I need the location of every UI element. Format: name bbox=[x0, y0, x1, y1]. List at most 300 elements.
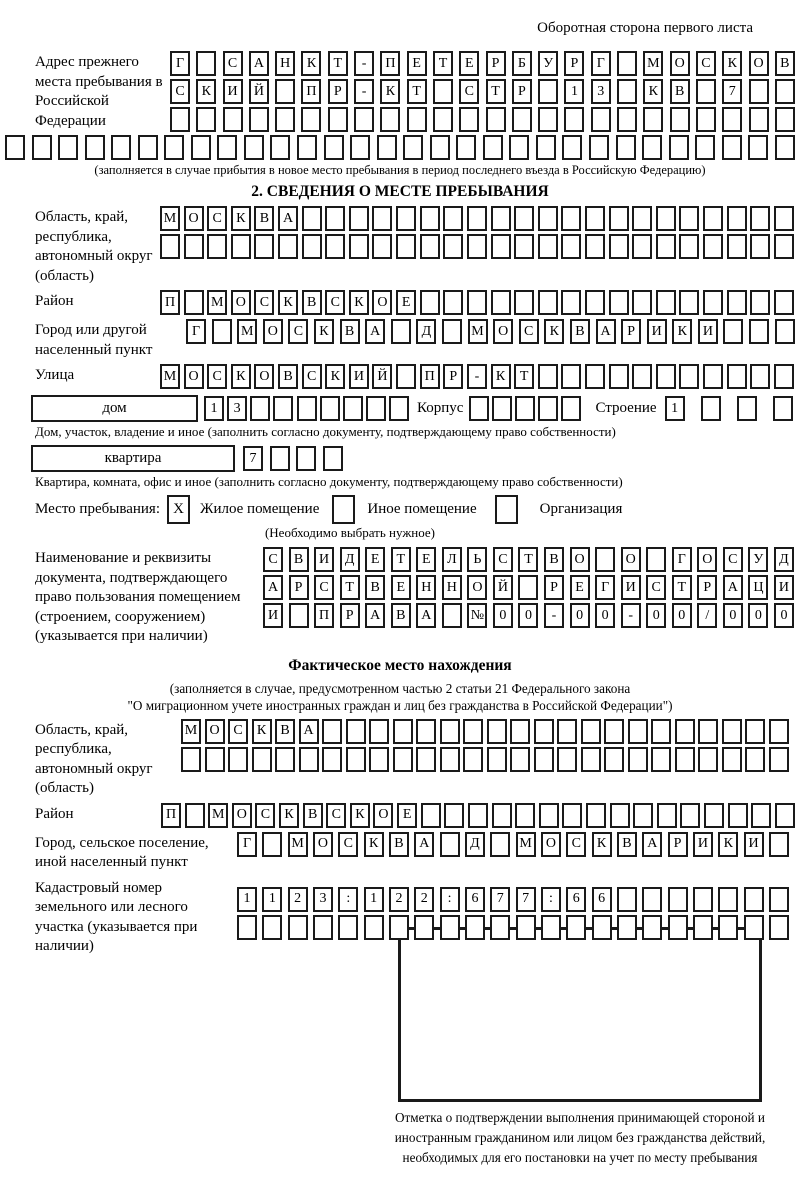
char-cell[interactable] bbox=[604, 747, 624, 772]
char-cell[interactable] bbox=[440, 832, 460, 857]
char-cell[interactable] bbox=[440, 915, 460, 940]
char-cell[interactable] bbox=[701, 396, 721, 421]
char-cell[interactable] bbox=[380, 107, 400, 132]
char-cell[interactable] bbox=[275, 747, 295, 772]
char-cell[interactable] bbox=[491, 234, 511, 259]
char-cell[interactable]: А bbox=[414, 832, 434, 857]
char-cell[interactable] bbox=[769, 832, 789, 857]
region-row-1[interactable] bbox=[160, 206, 794, 231]
char-cell[interactable]: К bbox=[380, 79, 400, 104]
char-cell[interactable] bbox=[538, 364, 558, 389]
char-cell[interactable] bbox=[249, 107, 269, 132]
char-cell[interactable]: К bbox=[231, 364, 251, 389]
char-cell[interactable]: 0 bbox=[748, 603, 768, 628]
char-cell[interactable]: К bbox=[350, 803, 370, 828]
char-cell[interactable]: - bbox=[621, 603, 641, 628]
char-cell[interactable] bbox=[324, 135, 344, 160]
char-cell[interactable]: Т bbox=[340, 575, 360, 600]
char-cell[interactable]: К bbox=[196, 79, 216, 104]
prev-address-row-2[interactable] bbox=[170, 79, 795, 104]
char-cell[interactable] bbox=[704, 803, 724, 828]
char-cell[interactable]: К bbox=[672, 319, 692, 344]
char-cell[interactable]: К bbox=[231, 206, 251, 231]
char-cell[interactable]: 7 bbox=[243, 446, 263, 471]
char-cell[interactable] bbox=[346, 747, 366, 772]
char-cell[interactable] bbox=[459, 107, 479, 132]
char-cell[interactable] bbox=[749, 319, 769, 344]
char-cell[interactable]: Й bbox=[372, 364, 392, 389]
char-cell[interactable] bbox=[323, 446, 343, 471]
char-cell[interactable] bbox=[350, 135, 370, 160]
char-cell[interactable]: М bbox=[160, 364, 180, 389]
char-cell[interactable] bbox=[463, 747, 483, 772]
char-cell[interactable] bbox=[389, 915, 409, 940]
char-cell[interactable] bbox=[693, 915, 713, 940]
char-cell[interactable] bbox=[703, 206, 723, 231]
char-cell[interactable] bbox=[744, 915, 764, 940]
char-cell[interactable]: Е bbox=[397, 803, 417, 828]
char-cell[interactable] bbox=[487, 747, 507, 772]
char-cell[interactable]: К bbox=[252, 719, 272, 744]
char-cell[interactable] bbox=[675, 719, 695, 744]
char-cell[interactable]: И bbox=[263, 603, 283, 628]
char-cell[interactable]: И bbox=[314, 547, 334, 572]
char-cell[interactable] bbox=[391, 319, 411, 344]
char-cell[interactable]: В bbox=[391, 603, 411, 628]
char-cell[interactable]: П bbox=[301, 79, 321, 104]
char-cell[interactable] bbox=[595, 547, 615, 572]
char-cell[interactable] bbox=[369, 719, 389, 744]
char-cell[interactable] bbox=[393, 747, 413, 772]
char-cell[interactable]: К bbox=[301, 51, 321, 76]
apartment-number-grid[interactable] bbox=[243, 446, 343, 471]
char-cell[interactable] bbox=[722, 719, 742, 744]
char-cell[interactable] bbox=[349, 206, 369, 231]
char-cell[interactable]: Р bbox=[564, 51, 584, 76]
char-cell[interactable]: А bbox=[299, 719, 319, 744]
char-cell[interactable]: К bbox=[643, 79, 663, 104]
char-cell[interactable] bbox=[538, 290, 558, 315]
char-cell[interactable] bbox=[617, 51, 637, 76]
char-cell[interactable] bbox=[111, 135, 131, 160]
char-cell[interactable] bbox=[750, 290, 770, 315]
char-cell[interactable]: О bbox=[467, 575, 487, 600]
document-row-2[interactable] bbox=[263, 575, 794, 600]
char-cell[interactable] bbox=[421, 803, 441, 828]
char-cell[interactable] bbox=[515, 803, 535, 828]
char-cell[interactable]: В bbox=[670, 79, 690, 104]
char-cell[interactable] bbox=[679, 290, 699, 315]
char-cell[interactable] bbox=[617, 887, 637, 912]
char-cell[interactable] bbox=[486, 107, 506, 132]
char-cell[interactable]: И bbox=[223, 79, 243, 104]
char-cell[interactable]: : bbox=[338, 887, 358, 912]
char-cell[interactable] bbox=[557, 719, 577, 744]
char-cell[interactable]: Г bbox=[595, 575, 615, 600]
char-cell[interactable]: - bbox=[354, 51, 374, 76]
char-cell[interactable] bbox=[774, 206, 794, 231]
char-cell[interactable]: Т bbox=[328, 51, 348, 76]
char-cell[interactable]: Е bbox=[416, 547, 436, 572]
char-cell[interactable]: С bbox=[326, 803, 346, 828]
char-cell[interactable] bbox=[632, 234, 652, 259]
stay-type-checkbox-other-premises[interactable] bbox=[332, 495, 355, 524]
char-cell[interactable]: 2 bbox=[288, 887, 308, 912]
char-cell[interactable]: П bbox=[420, 364, 440, 389]
char-cell[interactable] bbox=[509, 135, 529, 160]
char-cell[interactable] bbox=[325, 234, 345, 259]
char-cell[interactable] bbox=[366, 396, 386, 421]
char-cell[interactable]: Е bbox=[570, 575, 590, 600]
char-cell[interactable]: М bbox=[237, 319, 257, 344]
korpus-grid[interactable] bbox=[469, 396, 581, 421]
char-cell[interactable]: А bbox=[723, 575, 743, 600]
char-cell[interactable]: 1 bbox=[204, 396, 224, 421]
char-cell[interactable] bbox=[680, 803, 700, 828]
char-cell[interactable]: Р bbox=[512, 79, 532, 104]
char-cell[interactable] bbox=[468, 803, 488, 828]
char-cell[interactable] bbox=[85, 135, 105, 160]
char-cell[interactable]: 0 bbox=[723, 603, 743, 628]
char-cell[interactable]: Г bbox=[591, 51, 611, 76]
char-cell[interactable] bbox=[297, 396, 317, 421]
char-cell[interactable] bbox=[538, 206, 558, 231]
char-cell[interactable] bbox=[561, 234, 581, 259]
char-cell[interactable]: О bbox=[749, 51, 769, 76]
char-cell[interactable] bbox=[5, 135, 25, 160]
char-cell[interactable]: : bbox=[541, 887, 561, 912]
char-cell[interactable] bbox=[727, 234, 747, 259]
char-cell[interactable]: 0 bbox=[518, 603, 538, 628]
char-cell[interactable] bbox=[722, 107, 742, 132]
char-cell[interactable] bbox=[254, 234, 274, 259]
char-cell[interactable] bbox=[642, 887, 662, 912]
prev-address-row-1[interactable] bbox=[170, 51, 795, 76]
char-cell[interactable] bbox=[416, 747, 436, 772]
char-cell[interactable] bbox=[774, 364, 794, 389]
char-cell[interactable] bbox=[696, 79, 716, 104]
char-cell[interactable]: Б bbox=[512, 51, 532, 76]
char-cell[interactable]: 1 bbox=[237, 887, 257, 912]
char-cell[interactable]: Е bbox=[396, 290, 416, 315]
char-cell[interactable] bbox=[566, 915, 586, 940]
char-cell[interactable]: Ц bbox=[748, 575, 768, 600]
char-cell[interactable] bbox=[196, 107, 216, 132]
char-cell[interactable]: Е bbox=[407, 51, 427, 76]
char-cell[interactable]: Д bbox=[416, 319, 436, 344]
char-cell[interactable]: Д bbox=[340, 547, 360, 572]
char-cell[interactable]: О bbox=[570, 547, 590, 572]
char-cell[interactable]: О bbox=[263, 319, 283, 344]
char-cell[interactable]: Й bbox=[493, 575, 513, 600]
char-cell[interactable] bbox=[416, 719, 436, 744]
char-cell[interactable]: 1 bbox=[564, 79, 584, 104]
char-cell[interactable] bbox=[581, 747, 601, 772]
char-cell[interactable] bbox=[585, 234, 605, 259]
char-cell[interactable]: 2 bbox=[414, 887, 434, 912]
char-cell[interactable] bbox=[514, 234, 534, 259]
char-cell[interactable]: О bbox=[493, 319, 513, 344]
char-cell[interactable] bbox=[609, 364, 629, 389]
char-cell[interactable] bbox=[585, 206, 605, 231]
stay-type-checkbox-residential[interactable]: X bbox=[167, 495, 190, 524]
char-cell[interactable] bbox=[534, 719, 554, 744]
street-row[interactable] bbox=[160, 364, 794, 389]
prev-address-row-3[interactable] bbox=[170, 107, 795, 132]
char-cell[interactable] bbox=[642, 135, 662, 160]
char-cell[interactable]: Р bbox=[621, 319, 641, 344]
stay-type-checkbox-organization[interactable] bbox=[495, 495, 518, 524]
char-cell[interactable]: О bbox=[184, 364, 204, 389]
char-cell[interactable]: 0 bbox=[570, 603, 590, 628]
char-cell[interactable] bbox=[301, 107, 321, 132]
char-cell[interactable] bbox=[491, 206, 511, 231]
char-cell[interactable] bbox=[668, 887, 688, 912]
char-cell[interactable] bbox=[469, 396, 489, 421]
actual-settlement-row[interactable] bbox=[237, 832, 789, 857]
char-cell[interactable] bbox=[442, 319, 462, 344]
char-cell[interactable] bbox=[651, 719, 671, 744]
char-cell[interactable]: К bbox=[349, 290, 369, 315]
char-cell[interactable] bbox=[751, 803, 771, 828]
char-cell[interactable]: 1 bbox=[665, 396, 685, 421]
char-cell[interactable] bbox=[769, 747, 789, 772]
char-cell[interactable]: 6 bbox=[592, 887, 612, 912]
char-cell[interactable] bbox=[632, 206, 652, 231]
char-cell[interactable]: Г bbox=[170, 51, 190, 76]
char-cell[interactable]: С bbox=[255, 803, 275, 828]
char-cell[interactable] bbox=[275, 107, 295, 132]
char-cell[interactable] bbox=[443, 206, 463, 231]
char-cell[interactable]: С bbox=[493, 547, 513, 572]
char-cell[interactable] bbox=[440, 719, 460, 744]
char-cell[interactable]: М bbox=[208, 803, 228, 828]
char-cell[interactable]: К bbox=[278, 290, 298, 315]
char-cell[interactable] bbox=[273, 396, 293, 421]
char-cell[interactable]: О bbox=[621, 547, 641, 572]
char-cell[interactable] bbox=[657, 803, 677, 828]
char-cell[interactable] bbox=[252, 747, 272, 772]
char-cell[interactable] bbox=[369, 747, 389, 772]
char-cell[interactable]: И bbox=[693, 832, 713, 857]
char-cell[interactable]: С bbox=[696, 51, 716, 76]
char-cell[interactable] bbox=[185, 803, 205, 828]
char-cell[interactable]: : bbox=[440, 887, 460, 912]
char-cell[interactable] bbox=[492, 803, 512, 828]
char-cell[interactable] bbox=[679, 234, 699, 259]
char-cell[interactable]: Р bbox=[668, 832, 688, 857]
char-cell[interactable] bbox=[610, 803, 630, 828]
char-cell[interactable]: 7 bbox=[516, 887, 536, 912]
char-cell[interactable] bbox=[430, 135, 450, 160]
char-cell[interactable] bbox=[212, 319, 232, 344]
char-cell[interactable]: К bbox=[364, 832, 384, 857]
char-cell[interactable] bbox=[750, 206, 770, 231]
char-cell[interactable]: С bbox=[207, 364, 227, 389]
char-cell[interactable]: У bbox=[748, 547, 768, 572]
char-cell[interactable]: Т bbox=[672, 575, 692, 600]
char-cell[interactable] bbox=[463, 719, 483, 744]
char-cell[interactable] bbox=[320, 396, 340, 421]
char-cell[interactable]: О bbox=[254, 364, 274, 389]
char-cell[interactable] bbox=[536, 135, 556, 160]
char-cell[interactable] bbox=[775, 107, 795, 132]
char-cell[interactable] bbox=[744, 887, 764, 912]
char-cell[interactable] bbox=[585, 290, 605, 315]
char-cell[interactable] bbox=[589, 135, 609, 160]
cadastral-row-2[interactable] bbox=[237, 915, 789, 940]
char-cell[interactable]: 7 bbox=[722, 79, 742, 104]
char-cell[interactable] bbox=[231, 234, 251, 259]
char-cell[interactable] bbox=[184, 290, 204, 315]
char-cell[interactable]: А bbox=[263, 575, 283, 600]
char-cell[interactable]: И bbox=[774, 575, 794, 600]
char-cell[interactable]: М bbox=[181, 719, 201, 744]
char-cell[interactable]: И bbox=[698, 319, 718, 344]
char-cell[interactable] bbox=[675, 747, 695, 772]
char-cell[interactable] bbox=[377, 135, 397, 160]
char-cell[interactable]: О bbox=[373, 803, 393, 828]
char-cell[interactable]: В bbox=[544, 547, 564, 572]
char-cell[interactable] bbox=[364, 915, 384, 940]
char-cell[interactable]: 0 bbox=[493, 603, 513, 628]
char-cell[interactable]: К bbox=[314, 319, 334, 344]
char-cell[interactable] bbox=[679, 206, 699, 231]
char-cell[interactable] bbox=[270, 446, 290, 471]
char-cell[interactable] bbox=[58, 135, 78, 160]
char-cell[interactable] bbox=[396, 364, 416, 389]
char-cell[interactable] bbox=[396, 206, 416, 231]
char-cell[interactable] bbox=[514, 290, 534, 315]
char-cell[interactable]: В bbox=[302, 290, 322, 315]
char-cell[interactable]: К bbox=[592, 832, 612, 857]
char-cell[interactable]: С bbox=[254, 290, 274, 315]
char-cell[interactable] bbox=[718, 915, 738, 940]
char-cell[interactable] bbox=[703, 234, 723, 259]
char-cell[interactable] bbox=[196, 51, 216, 76]
char-cell[interactable] bbox=[773, 396, 793, 421]
char-cell[interactable]: К bbox=[491, 364, 511, 389]
city-row[interactable] bbox=[186, 319, 795, 344]
char-cell[interactable] bbox=[723, 319, 743, 344]
char-cell[interactable] bbox=[561, 206, 581, 231]
char-cell[interactable] bbox=[750, 234, 770, 259]
char-cell[interactable]: Г bbox=[237, 832, 257, 857]
char-cell[interactable]: Т bbox=[391, 547, 411, 572]
char-cell[interactable] bbox=[184, 234, 204, 259]
char-cell[interactable] bbox=[217, 135, 237, 160]
char-cell[interactable]: В bbox=[389, 832, 409, 857]
char-cell[interactable] bbox=[534, 747, 554, 772]
char-cell[interactable] bbox=[557, 747, 577, 772]
char-cell[interactable] bbox=[250, 396, 270, 421]
char-cell[interactable]: С bbox=[314, 575, 334, 600]
char-cell[interactable]: 0 bbox=[646, 603, 666, 628]
char-cell[interactable]: А bbox=[596, 319, 616, 344]
char-cell[interactable]: 1 bbox=[364, 887, 384, 912]
char-cell[interactable]: П bbox=[380, 51, 400, 76]
char-cell[interactable]: 3 bbox=[591, 79, 611, 104]
char-cell[interactable] bbox=[483, 135, 503, 160]
char-cell[interactable] bbox=[443, 234, 463, 259]
cadastral-row-1[interactable] bbox=[237, 887, 789, 912]
char-cell[interactable]: С bbox=[302, 364, 322, 389]
char-cell[interactable] bbox=[278, 234, 298, 259]
char-cell[interactable] bbox=[372, 234, 392, 259]
char-cell[interactable] bbox=[586, 803, 606, 828]
char-cell[interactable] bbox=[465, 915, 485, 940]
char-cell[interactable] bbox=[669, 135, 689, 160]
char-cell[interactable]: С bbox=[723, 547, 743, 572]
char-cell[interactable] bbox=[160, 234, 180, 259]
char-cell[interactable]: 6 bbox=[566, 887, 586, 912]
char-cell[interactable] bbox=[633, 803, 653, 828]
char-cell[interactable]: 0 bbox=[672, 603, 692, 628]
char-cell[interactable]: К bbox=[325, 364, 345, 389]
char-cell[interactable] bbox=[581, 719, 601, 744]
char-cell[interactable] bbox=[262, 915, 282, 940]
char-cell[interactable] bbox=[604, 719, 624, 744]
char-cell[interactable]: М bbox=[643, 51, 663, 76]
char-cell[interactable] bbox=[703, 290, 723, 315]
char-cell[interactable]: А bbox=[249, 51, 269, 76]
char-cell[interactable] bbox=[728, 803, 748, 828]
char-cell[interactable] bbox=[296, 446, 316, 471]
char-cell[interactable] bbox=[609, 234, 629, 259]
char-cell[interactable]: - bbox=[354, 79, 374, 104]
char-cell[interactable]: А bbox=[416, 603, 436, 628]
char-cell[interactable] bbox=[262, 832, 282, 857]
char-cell[interactable] bbox=[561, 290, 581, 315]
char-cell[interactable] bbox=[679, 364, 699, 389]
char-cell[interactable]: С bbox=[223, 51, 243, 76]
char-cell[interactable] bbox=[420, 234, 440, 259]
char-cell[interactable] bbox=[617, 107, 637, 132]
char-cell[interactable] bbox=[313, 915, 333, 940]
char-cell[interactable] bbox=[181, 747, 201, 772]
char-cell[interactable] bbox=[275, 79, 295, 104]
char-cell[interactable] bbox=[750, 364, 770, 389]
char-cell[interactable] bbox=[207, 234, 227, 259]
char-cell[interactable]: Р bbox=[544, 575, 564, 600]
char-cell[interactable] bbox=[769, 719, 789, 744]
char-cell[interactable]: О bbox=[205, 719, 225, 744]
char-cell[interactable] bbox=[632, 364, 652, 389]
char-cell[interactable] bbox=[722, 135, 742, 160]
char-cell[interactable]: Ь bbox=[467, 547, 487, 572]
char-cell[interactable] bbox=[510, 719, 530, 744]
char-cell[interactable]: 7 bbox=[490, 887, 510, 912]
char-cell[interactable] bbox=[538, 396, 558, 421]
char-cell[interactable] bbox=[646, 547, 666, 572]
char-cell[interactable]: У bbox=[538, 51, 558, 76]
char-cell[interactable]: Е bbox=[365, 547, 385, 572]
char-cell[interactable] bbox=[420, 290, 440, 315]
char-cell[interactable] bbox=[516, 915, 536, 940]
char-cell[interactable]: А bbox=[278, 206, 298, 231]
char-cell[interactable]: К bbox=[544, 319, 564, 344]
char-cell[interactable]: О bbox=[541, 832, 561, 857]
prev-address-overflow-row[interactable] bbox=[5, 135, 795, 160]
char-cell[interactable] bbox=[223, 107, 243, 132]
char-cell[interactable] bbox=[228, 747, 248, 772]
house-number-grid[interactable] bbox=[204, 396, 409, 421]
char-cell[interactable]: А bbox=[642, 832, 662, 857]
char-cell[interactable] bbox=[393, 719, 413, 744]
char-cell[interactable] bbox=[748, 135, 768, 160]
char-cell[interactable] bbox=[722, 747, 742, 772]
char-cell[interactable]: Л bbox=[442, 547, 462, 572]
